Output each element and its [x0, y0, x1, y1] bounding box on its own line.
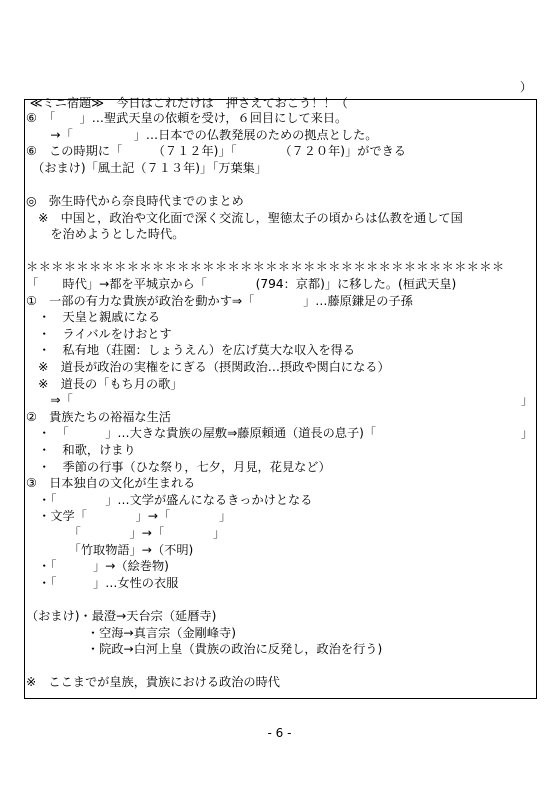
content-line: 「竹取物語」→（不明)	[26, 542, 194, 557]
content-line: ※ 道長が政治の実権をにぎる（摂関政治…摂政や関白になる）	[26, 360, 390, 374]
content-line: （おまけ)「風土記（７１３年)」「万葉集」	[26, 160, 268, 175]
content-line: 「 」→「 」	[26, 526, 226, 540]
content-line: を治めようとした時代。	[26, 227, 185, 242]
divider-stars: ＊＊＊＊＊＊＊＊＊＊＊＊＊＊＊＊＊＊＊＊＊＊＊＊＊＊＊＊＊＊＊＊＊＊＊＊＊＊	[26, 259, 505, 275]
content-line: ・「 」…女性の衣服	[26, 575, 179, 590]
closing-bracket: 」	[520, 393, 533, 408]
content-line: →「 」…日本での仏教発展のための拠点とした。	[26, 127, 378, 142]
page-number: - 6 -	[267, 726, 292, 740]
content-line: 「 時代」→都を平城京から「 (794：京都)」に移した。(桓武天皇)	[26, 277, 457, 291]
content-line: ① 一部の有力な貴族が政治を動かす⇒「 」…藤原鎌足の子孫	[26, 293, 413, 308]
content-line: ⇒「	[26, 393, 73, 408]
content-line: ・「 」→（絵巻物)	[26, 559, 169, 574]
content-line: ・ ライバルをけおとす	[26, 326, 172, 341]
content-line: ⑥ 「 」…聖武天皇の依頼を受け，６回目にして来日。	[26, 111, 348, 125]
closing-bracket: 」	[520, 426, 533, 441]
header-close-paren: ）	[519, 80, 532, 94]
content-line: ・文学「 」→「 」	[26, 509, 232, 524]
content-line: ・ 「 」…大きな貴族の屋敷⇒藤原頼通（道長の息子)「	[26, 426, 377, 441]
content-line: ◎ 弥生時代から奈良時代までのまとめ	[26, 194, 244, 208]
content-line: ・院政→白河上皇（貴族の政治に反発し，政治を行う)	[26, 642, 383, 657]
content-line: ※ 中国と，政治や文化面で深く交流し，聖徳太子の頃からは仏教を通して国	[26, 210, 463, 225]
content-line: ・「 」…文学が盛んになるきっかけとなる	[26, 492, 313, 507]
content-line: ・ 私有地（荘園：しょうえん）を広げ莫大な収入を得る	[26, 343, 356, 358]
content-line: ③ 日本独自の文化が生まれる	[26, 476, 196, 491]
homework-header	[22, 79, 542, 110]
content-line: ・ 和歌，けまり	[26, 443, 136, 457]
content-line: ※ 道長の「もち月の歌」	[26, 376, 183, 391]
content-line: ② 貴族たちの裕福な生活	[26, 409, 171, 424]
content-line: ⑥ この時期に「 （７１２年)」「 （７２０年)」ができる	[26, 144, 406, 159]
content-line: （おまけ)・最澄→天台宗（延暦寺)	[26, 609, 217, 623]
content-line: ※ ここまでが皇族，貴族における政治の時代	[26, 675, 280, 690]
content-line: ・空海→真言宗（金剛峰寺)	[26, 625, 236, 640]
content-line: ・ 季節の行事（ひな祭り，七夕，月見，花見など）	[26, 459, 331, 474]
header-text: ≪ミニ宿題≫ 今日はこれだけは 押さえておこう！！（	[29, 96, 348, 110]
content-line: ・ 天皇と親戚になる	[26, 310, 161, 325]
